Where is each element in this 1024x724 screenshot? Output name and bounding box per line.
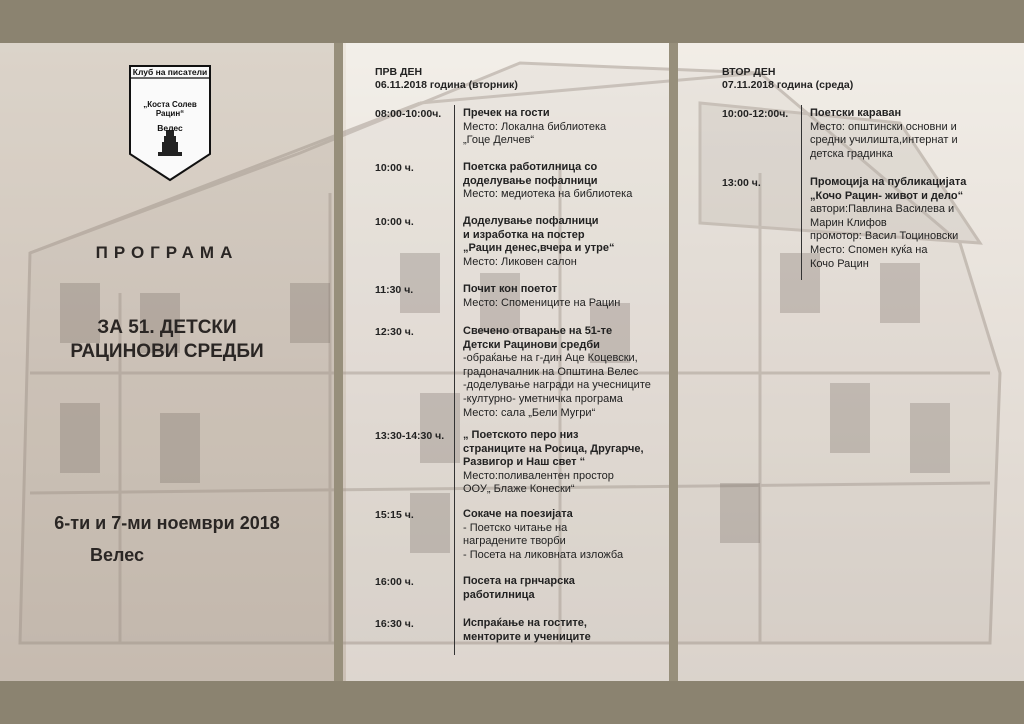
emblem-name: „Коста Солев Рацин“: [143, 100, 197, 118]
event-title-line: Доделување пофалници: [463, 215, 599, 227]
event-detail-line: Место:поливалентен простор: [463, 469, 614, 482]
event-time: 13:30-14:30 ч.: [375, 430, 445, 442]
brochure-sheet: [0, 43, 1024, 681]
event-detail-line: - Поетско читање на: [463, 521, 568, 534]
event-detail-line: средни училишта,интернат и: [810, 134, 958, 147]
program-heading: ПРОГРАМА: [95, 243, 239, 262]
event-time: 16:30 ч.: [375, 618, 414, 630]
event-name-line2: РАЦИНОВИ СРЕДБИ: [70, 341, 264, 362]
event-time: 16:00 ч.: [375, 576, 414, 588]
event-title-line: Поетска работилница со: [463, 161, 598, 173]
event-detail-line: Место: сала „Бели Мугри“: [463, 406, 596, 419]
event-time: 12:30 ч.: [375, 326, 414, 338]
event-detail-line: Место: Локална библиотека: [463, 120, 607, 133]
event-title-line: Развигор и Наш свет “: [463, 456, 586, 469]
event-detail-line: Марин Клифов: [810, 216, 887, 229]
event-item: [810, 176, 966, 271]
event-title-line: Поетски караван: [810, 107, 902, 119]
event-time: 10:00-12:00ч.: [722, 108, 789, 120]
event-detail-line: - Посета на ликовната изложба: [463, 548, 624, 561]
event-item: [463, 107, 606, 148]
event-item: [463, 508, 623, 562]
event-detail-line: Место: општински основни и: [810, 120, 957, 133]
day1-date: 06.11.2018 година (вторник): [375, 79, 518, 91]
panel-divider-2: [669, 43, 678, 681]
event-detail-line: Место: Спомен куќа на: [810, 243, 928, 256]
event-item: [463, 161, 632, 202]
event-title-line: работилница: [463, 588, 535, 601]
event-title-line: доделување пофалници: [463, 174, 598, 187]
event-title-line: „ Поетското перо низ: [463, 429, 579, 441]
event-title-line: Свечено отварање на 51-те: [463, 325, 613, 337]
event-item: [463, 283, 620, 310]
event-name-line1: ЗА 51. ДЕТСКИ: [97, 317, 237, 338]
day2-date: 07.11.2018 година (среда): [722, 79, 854, 91]
event-detail-line: градоначалник на Општина Велес: [463, 365, 639, 378]
event-title-line: „Рацин денес,вчера и утре“: [463, 242, 615, 255]
event-detail-line: Место: медиотека на библиотека: [463, 188, 633, 201]
event-dates: 6-ти и 7-ми ноември 2018: [54, 513, 280, 533]
panel-divider-1: [334, 43, 343, 681]
event-time: 13:00 ч.: [722, 177, 761, 189]
day1-label: ПРВ ДЕН: [375, 66, 423, 78]
event-item: [463, 429, 644, 497]
event-title-line: Сокаче на поезијата: [463, 508, 573, 520]
day2-timeline: [801, 105, 802, 280]
event-title-line: Пречек на гости: [463, 107, 550, 119]
event-title-line: менторите и учениците: [463, 630, 591, 643]
event-item: [463, 215, 614, 269]
event-detail-line: промотор: Васил Тоциновски: [810, 230, 959, 243]
event-item: [463, 575, 575, 602]
event-title-line: „Кочо Рацин- живот и дело“: [810, 189, 964, 202]
event-detail-line: автори:Павлина Василева и: [810, 203, 955, 216]
event-time: 10:00 ч.: [375, 216, 414, 228]
event-title-line: страниците на Росица, Другарче,: [463, 442, 644, 455]
event-item: [463, 617, 591, 644]
event-detail-line: -доделување награди на учесниците: [463, 379, 651, 392]
event-detail-line: Кочо Рацин: [810, 257, 869, 270]
event-time: 15:15 ч.: [375, 509, 414, 521]
event-item: [463, 325, 651, 420]
emblem-city: Велес: [157, 123, 183, 133]
event-title-line: Испраќање на гостите,: [463, 617, 587, 629]
event-time: 10:00 ч.: [375, 162, 414, 174]
event-time: 11:30 ч.: [375, 284, 414, 296]
emblem-title: Клуб на писатели: [132, 67, 208, 77]
event-item: [810, 107, 958, 161]
event-detail-line: -обраќање на г-дин Аце Коцевски,: [463, 352, 638, 365]
day1-timeline: [454, 105, 455, 655]
event-detail-line: наградените творби: [463, 535, 566, 548]
event-detail-line: Место: Спомениците на Рацин: [463, 296, 621, 309]
event-title-line: Промоција на публикацијата: [810, 176, 967, 188]
event-title-line: Детски Рацинови средби: [463, 338, 600, 351]
event-title-line: Посета на грнчарска: [463, 575, 575, 587]
event-time: 08:00-10:00ч.: [375, 108, 442, 120]
event-detail-line: детска градинка: [810, 147, 893, 160]
day2-label: ВТОР ДЕН: [722, 66, 776, 78]
event-detail-line: „Гоце Делчев“: [463, 134, 535, 147]
event-detail-line: Место: Ликовен салон: [463, 255, 577, 268]
event-detail-line: ООУ„ Блаже Конески“: [463, 483, 575, 496]
event-detail-line: -културно- уметничка програма: [463, 392, 623, 405]
event-title-line: Почит кон поетот: [463, 283, 558, 295]
event-city: Велес: [90, 545, 144, 565]
event-title-line: и изработка на постер: [463, 228, 585, 241]
